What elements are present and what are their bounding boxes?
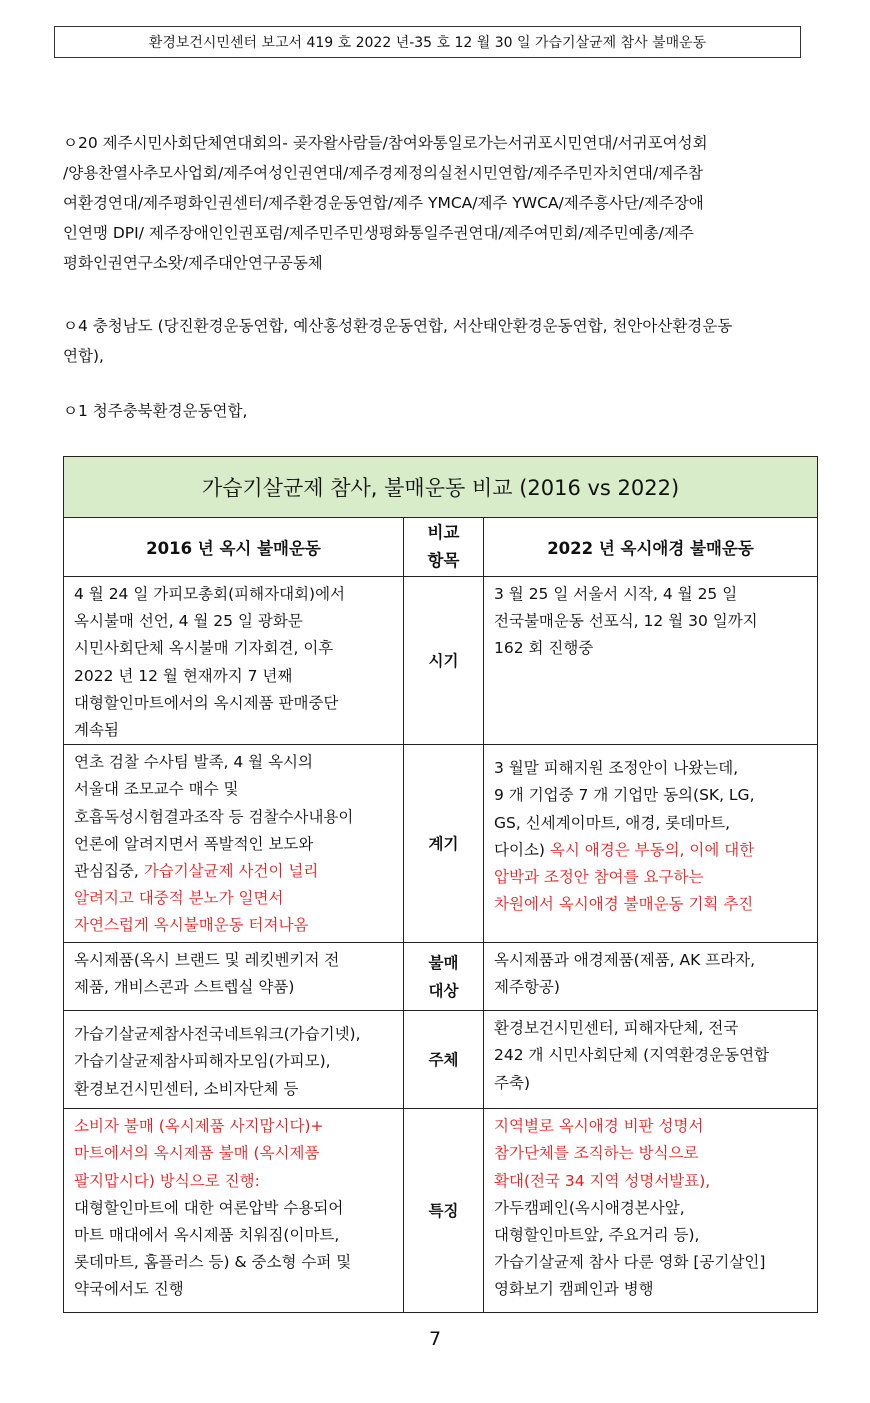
cell-line: 연초 검찰 수사팀 발족, 4 월 옥시의 (74, 753, 314, 772)
text-line: 인연맹 DPI/ 제주장애인인권포럼/제주민주민생평화통일주권연대/제주여민회/제주민예총/제주 (63, 224, 694, 242)
table-row (64, 1109, 818, 1313)
cell-line: 주축) (494, 1073, 530, 1092)
cell-line: 242 개 시민사회단체 (지역환경운동연합 (494, 1046, 770, 1065)
column-header-category: 비교 항목 (404, 518, 484, 577)
category-cell (404, 1109, 484, 1313)
comparison-table (63, 456, 818, 1313)
cell-line: 전국불매운동 선포식, 12 월 30 일까지 (494, 612, 758, 631)
table-title: 가습기살균제 참사, 불매운동 비교 (2016 vs 2022) (64, 457, 818, 518)
left-cell (64, 1109, 404, 1313)
left-cell (64, 577, 404, 745)
cell-line: 알려지고 대중적 분노가 일면서 (74, 889, 284, 908)
left-cell (64, 745, 404, 943)
text-line: 연합), (63, 347, 104, 365)
column-header-2016: 2016 년 옥시 불매운동 (64, 518, 404, 577)
report-header-text: 환경보건시민센터 보고서 419 호 2022 년-35 호 12 월 30 일 가습기살균제 참사 불매운동 (148, 35, 707, 51)
left-cell (64, 1011, 404, 1109)
cell-line: 관심집중, 가습기살균제 사건이 널리 (74, 861, 319, 880)
right-cell (484, 1109, 818, 1313)
cell-line: 가습기살균제 참사 다룬 영화 [공기살인] (494, 1253, 766, 1272)
cell-line: 3 월말 피해지원 조정안이 나왔는데, (494, 759, 739, 778)
category-cell (404, 577, 484, 745)
category-cell (404, 1011, 484, 1109)
cell-line: 지역별로 옥시애경 비판 성명서 (494, 1117, 704, 1136)
cell-line: 옥시불매 선언, 4 월 25 일 광화문 (74, 612, 303, 631)
table-row (64, 577, 818, 745)
cell-line: 9 개 기업중 7 개 기업만 동의(SK, LG, (494, 786, 755, 805)
right-cell (484, 577, 818, 745)
category-label: 대상 (428, 981, 459, 1000)
column-header-2022: 2022 년 옥시애경 불매운동 (484, 518, 818, 577)
cell-line: 압박과 조정안 참여를 요구하는 (494, 867, 704, 886)
text-line: ㅇ1 청주충북환경운동연합, (63, 402, 248, 420)
cell-line: GS, 신세계이마트, 애경, 롯데마트, (494, 813, 731, 832)
cell-line: 대형할인마트에 대한 여론압박 수용되어 (74, 1198, 344, 1217)
cell-line: 차원에서 옥시애경 불매운동 기획 추진 (494, 895, 754, 914)
right-cell (484, 1011, 818, 1109)
cell-line: 대형할인마트앞, 주요거리 등), (494, 1225, 700, 1244)
cell-line: 4 월 24 일 가피모총회(피해자대회)에서 (74, 585, 346, 603)
cell-line: 환경보건시민센터, 소비자단체 등 (74, 1079, 299, 1098)
left-cell (64, 943, 404, 1011)
cell-line: 영화보기 캠페인과 병행 (494, 1280, 654, 1299)
cell-line: 참가단체를 조직하는 방식으로 (494, 1144, 699, 1163)
report-header (54, 26, 801, 58)
cell-line: 마트에서의 옥시제품 불매 (옥시제품 (74, 1144, 320, 1163)
cell-line: 옥시제품(옥시 브랜드 및 레킷벤키저 전 (74, 951, 340, 970)
right-cell (484, 943, 818, 1011)
cell-line: 제주항공) (494, 978, 560, 997)
category-label: 주체 (428, 1050, 459, 1069)
category-cell (404, 745, 484, 943)
table-row (64, 745, 818, 943)
paragraph-jeju (63, 128, 818, 278)
cell-line: 가습기살균제참사전국네트워크(가습기넷), (74, 1025, 361, 1044)
page-number: 7 (428, 1328, 442, 1350)
category-cell (404, 943, 484, 1011)
table-row (64, 943, 818, 1011)
cell-line: 옥시제품과 애경제품(제품, AK 프라자, (494, 951, 756, 970)
cell-line: 대형할인마트에서의 옥시제품 판매중단 (74, 693, 339, 712)
cell-line: 2022 년 12 월 현재까지 7 년째 (74, 666, 293, 685)
right-cell (484, 745, 818, 943)
cell-line: 팔지맙시다) 방식으로 진행: (74, 1171, 260, 1190)
cell-line: 언론에 알려지면서 폭발적인 보도와 (74, 834, 314, 853)
table-row (64, 1011, 818, 1109)
paragraph-chungbuk (63, 396, 818, 426)
cell-line: 호흡독성시험결과조작 등 검찰수사내용이 (74, 807, 354, 826)
text-line: ㅇ4 충청남도 (당진환경운동연합, 예산홍성환경운동연합, 서산태안환경운동연합, 천안아산환경운동 (63, 317, 733, 335)
cell-line: 시민사회단체 옥시불매 기자회견, 이후 (74, 639, 334, 658)
cell-line: 롯데마트, 홈플러스 등) & 중소형 수퍼 및 (74, 1253, 352, 1272)
cell-line: 확대(전국 34 지역 성명서발표), (494, 1171, 711, 1190)
cell-line: 3 월 25 일 서울서 시작, 4 월 25 일 (494, 585, 738, 603)
category-label: 시기 (428, 651, 459, 670)
text-line: 평화인권연구소왓/제주대안연구공동체 (63, 254, 323, 272)
category-label: 특징 (428, 1201, 459, 1220)
cell-line: 환경보건시민센터, 피해자단체, 전국 (494, 1019, 739, 1038)
text-line: 여환경연대/제주평화인권센터/제주환경운동연합/제주 YMCA/제주 YWCA/제주흥사단/제주장애 (63, 194, 704, 212)
cell-line: 제품, 개비스콘과 스트렙실 약품) (74, 978, 295, 997)
cell-line: 약국에서도 진행 (74, 1280, 184, 1299)
cell-line: 소비자 불매 (옥시제품 사지맙시다)+ (74, 1117, 324, 1136)
text-line: ㅇ20 제주시민사회단체연대회의- 곶자왈사람들/참여와통일로가는서귀포시민연대/서귀포여성회 (63, 134, 708, 152)
category-label: 계기 (428, 834, 459, 853)
cell-line: 마트 매대에서 옥시제품 치워짐(이마트, (74, 1225, 340, 1244)
cell-line: 자연스럽게 옥시불매운동 터져나옴 (74, 916, 309, 935)
cell-line: 다이소) 옥시 애경은 부동의, 이에 대한 (494, 840, 755, 859)
category-label: 불매 (428, 953, 459, 972)
cell-line: 계속됨 (74, 720, 119, 739)
cell-line: 162 회 진행중 (494, 639, 594, 658)
cell-line: 가습기살균제참사피해자모임(가피모), (74, 1052, 331, 1071)
text-line: /양용찬열사추모사업회/제주여성인권연대/제주경제정의실천시민연합/제주주민자치연대/제주참 (63, 164, 704, 182)
cell-line: 가두캠페인(옥시애경본사앞, (494, 1198, 685, 1217)
paragraph-chungnam (63, 311, 818, 371)
cell-line: 서울대 조모교수 매수 및 (74, 780, 239, 799)
